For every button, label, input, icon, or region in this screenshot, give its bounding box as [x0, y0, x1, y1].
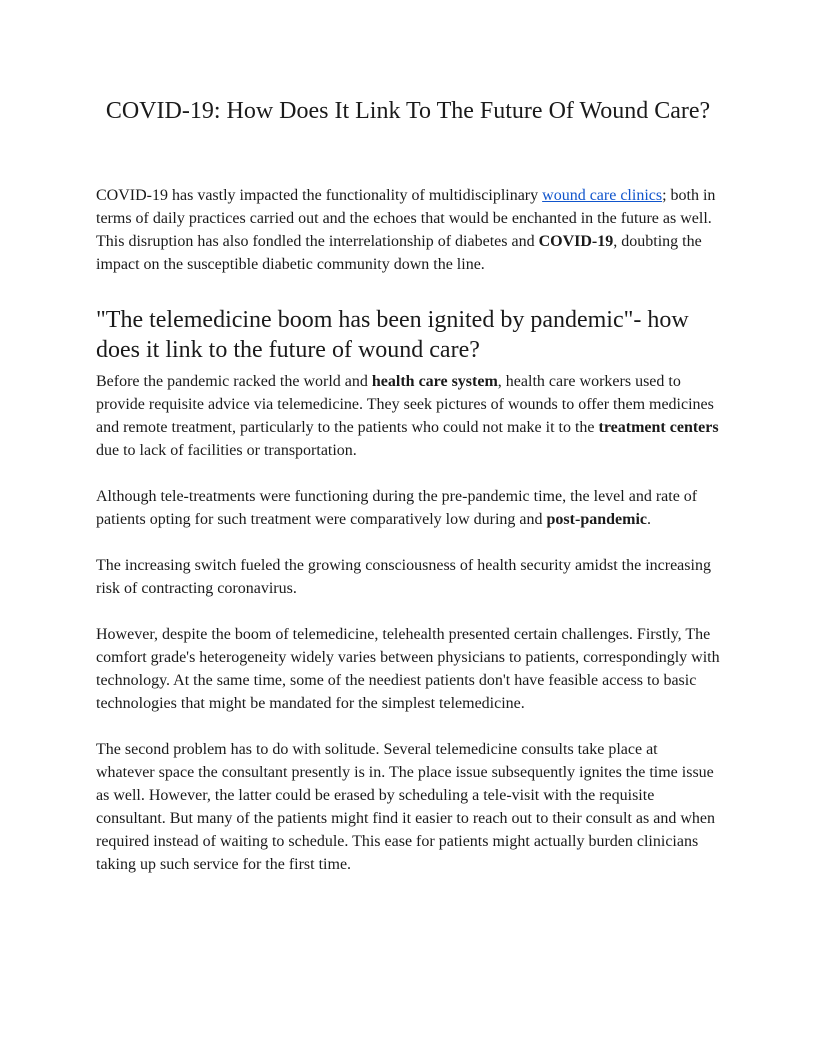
- intro-text-1: COVID-19 has vastly impacted the functionality of multidisciplinary: [96, 187, 543, 204]
- p1-text-1: Before the pandemic racked the world and: [96, 373, 372, 390]
- paragraph-1: [96, 370, 720, 462]
- paragraph-5: The second problem has to do with solitude. Several telemedicine consults take place at whatever space the consultant presently is in. The place issue subsequently ignites the time issue as well. However, the latter could be erased by scheduling a tele-visit with the requisite consultant. But many of the patients might find it easier to reach out to their consult as and when required instead of waiting to schedule. This ease for patients might actually burden clinicians taking up such service for the first time.: [96, 741, 715, 873]
- intro-text-3: , doubting the impact on the susceptible diabetic community down the line.: [96, 233, 702, 273]
- document-body: [96, 184, 720, 899]
- p2-text-2: .: [646, 511, 651, 528]
- p2-text-1: Although tele-treatments were functioning during the pre-pandemic time, the level and rate of patients opting for such treatment were comparatively low during and: [96, 488, 698, 528]
- wound-care-clinics-link[interactable]: wound care clinics: [542, 187, 663, 204]
- section-heading: "The telemedicine boom has been ignited by pandemic"- how does it link to the future of wound care?: [96, 307, 689, 363]
- p1-bold-health-care-system: health care system: [371, 373, 498, 390]
- paragraph-3: The increasing switch fueled the growing consciousness of health security amidst the increasing risk of contracting coronavirus.: [96, 557, 711, 597]
- intro-bold-covid: COVID-19: [538, 233, 614, 250]
- intro-text-2: ; both in terms of daily practices carried out and the echoes that would be enchanted in the future as well. This disruption has also fondled the interrelationship of diabetes and: [96, 187, 716, 250]
- paragraph-4: However, despite the boom of telemedicine, telehealth presented certain challenges. Firstly, The comfort grade's heterogeneity widely varies between physicians to patients, correspondingly with technology. At the same time, some of the neediest patients don't have feasible access to basic technologies that might be mandated for the simplest telemedicine.: [96, 626, 720, 712]
- p1-text-3: due to lack of facilities or transportation.: [96, 442, 357, 459]
- paragraph-2: [96, 485, 720, 531]
- document-title: COVID-19: How Does It Link To The Future Of Wound Care?: [105, 98, 711, 124]
- intro-paragraph: [96, 184, 720, 276]
- p1-text-2: , health care workers used to provide requisite advice via telemedicine. They seek pictures of wounds to offer them medicines and remote treatment, particularly to the patients who could not make it to the: [96, 373, 714, 436]
- p2-bold-post-pandemic: post-pandemic: [546, 511, 647, 528]
- p1-bold-treatment-centers: treatment centers: [598, 419, 719, 436]
